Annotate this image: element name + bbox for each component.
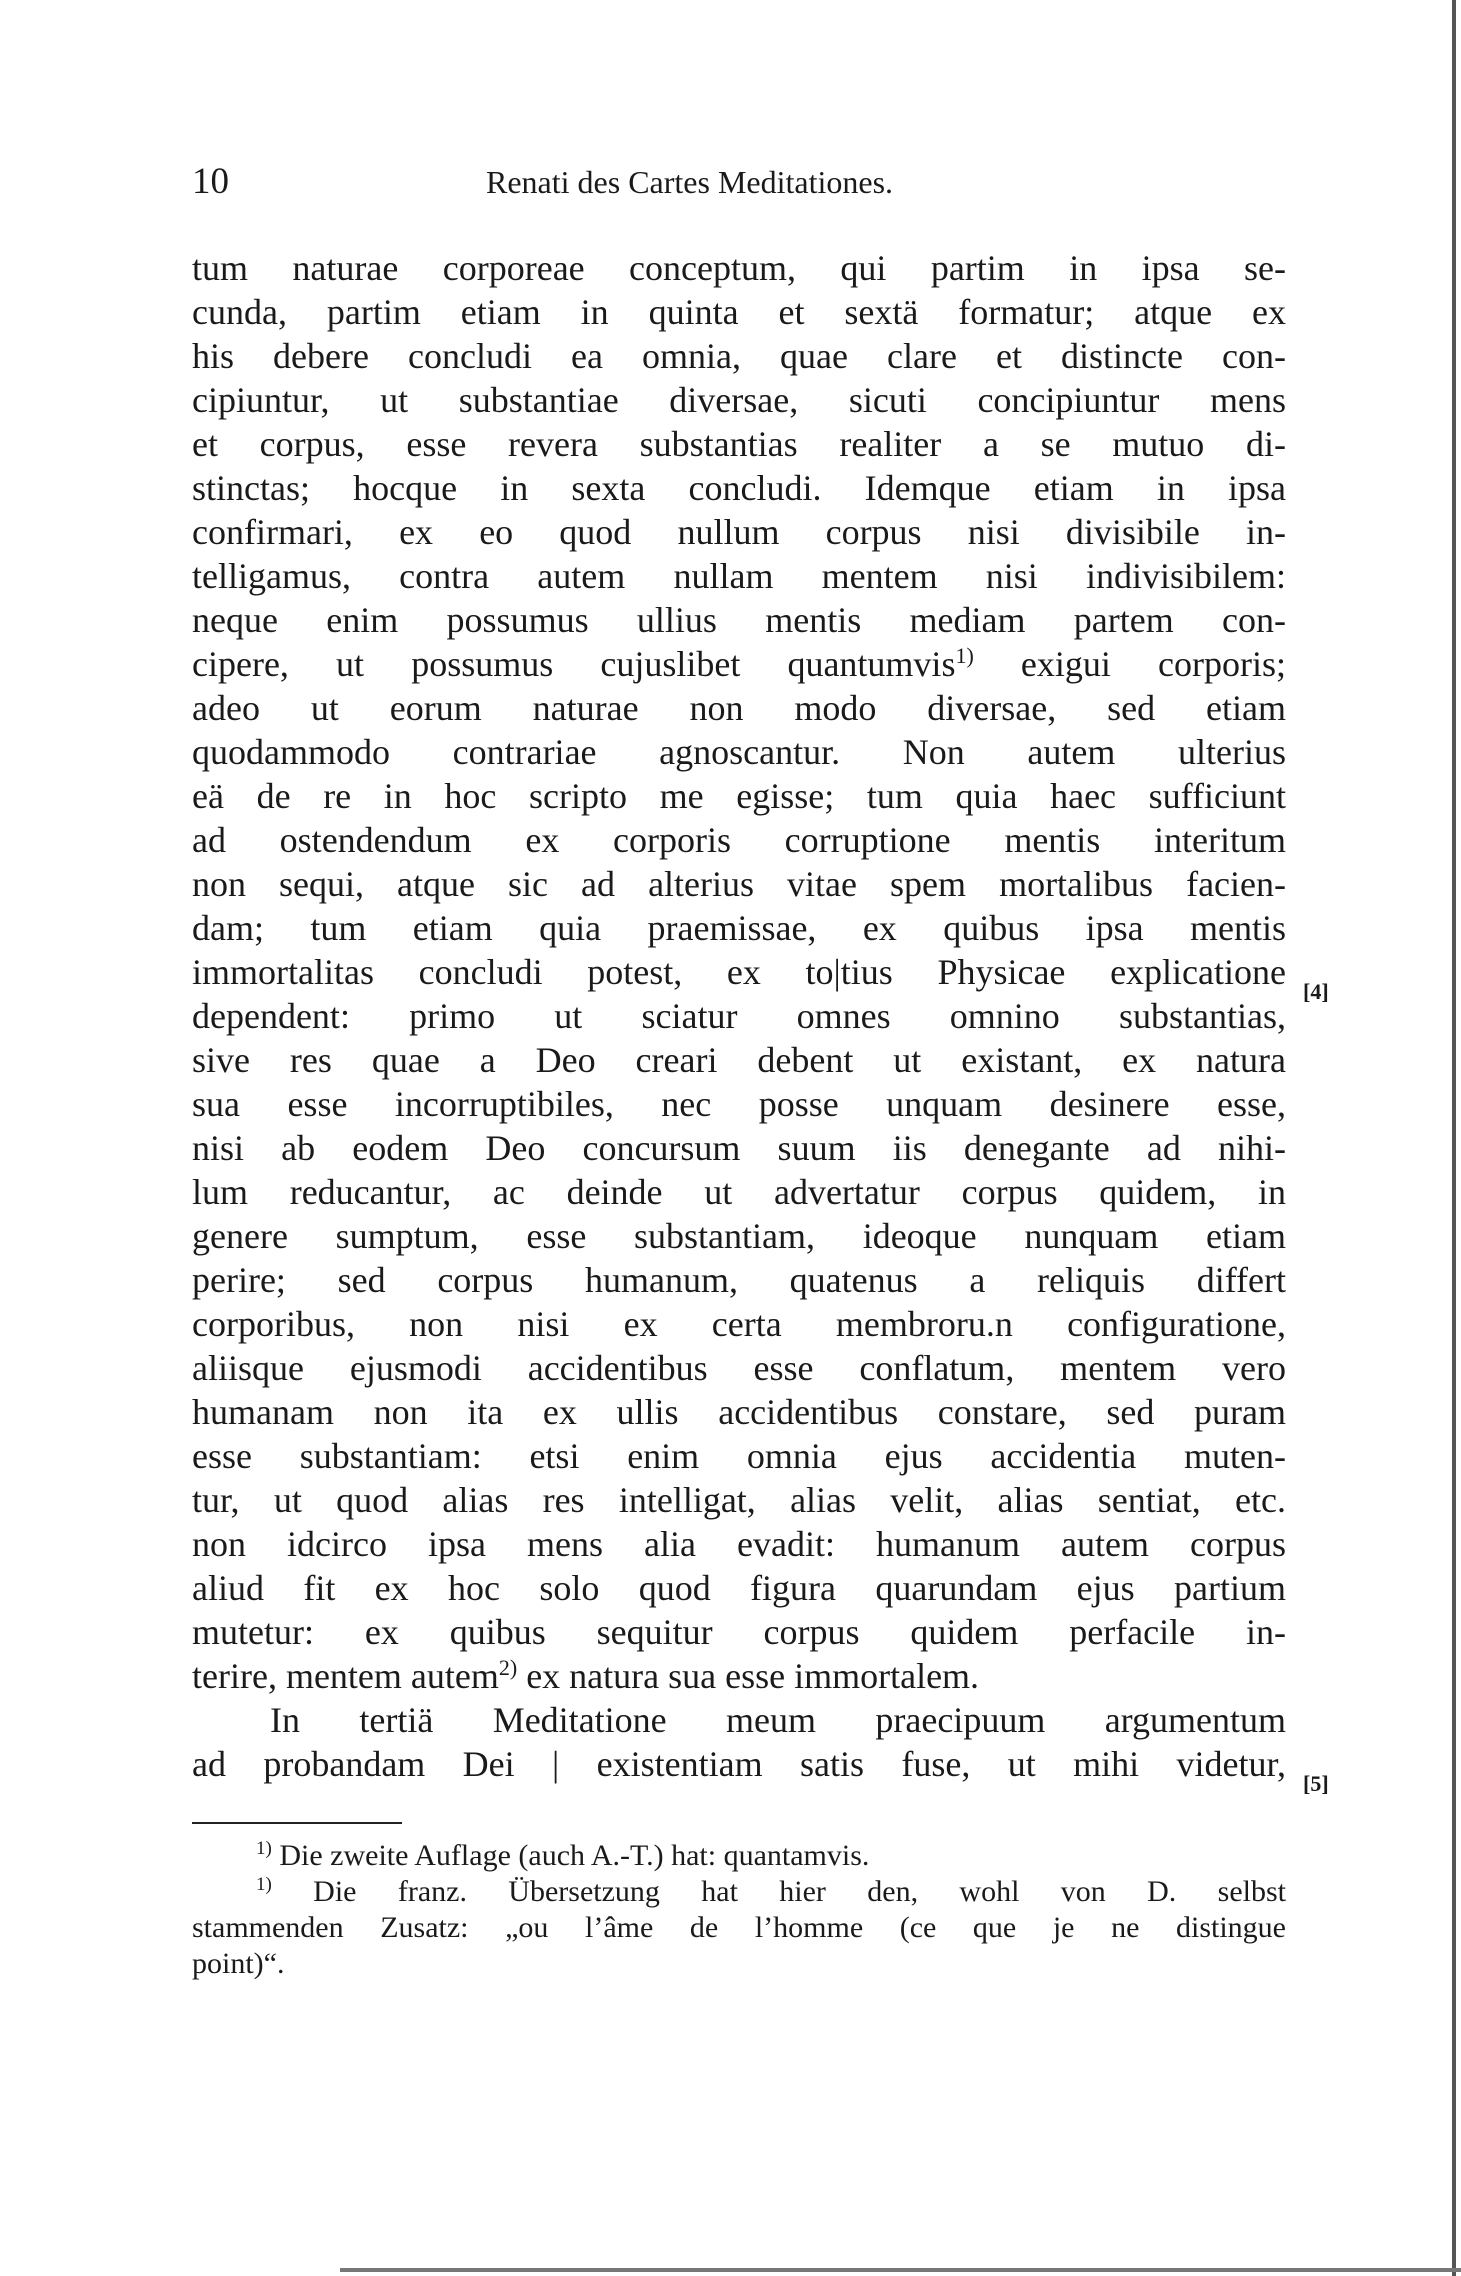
text-line: dam; tum etiam quia praemissae, ex quibus ipsa mentis	[192, 908, 1286, 948]
footnotes	[192, 1838, 1286, 1982]
text-line: non sequi, atque sic ad alterius vitae spem mortalibus facien-	[192, 864, 1286, 904]
page-number: 10	[192, 161, 229, 202]
text-line: adeo ut eorum naturae non modo diversae, sed etiam	[192, 688, 1286, 728]
body-text	[192, 246, 1286, 1786]
text-line: telligamus, contra autem nullam mentem nisi indivisibilem:	[192, 556, 1286, 596]
footnote-2-line: point)“.	[192, 1947, 285, 1980]
margin-page-ref-4: [4]	[1303, 979, 1329, 1004]
footnote-1-text: Die zweite Auflage (auch A.-T.) hat: quantamvis.	[271, 1839, 870, 1872]
text-line: tum naturae corporeae conceptum, qui partim in ipsa se-	[192, 248, 1286, 288]
text-line: tur, ut quod alias res intelligat, alias velit, alias sentiat, etc.	[192, 1480, 1286, 1520]
text-line: eä de re in hoc scripto me egisse; tum quia haec sufficiunt	[192, 776, 1286, 816]
text-line: corporibus, non nisi ex certa membroru.n configuratione,	[192, 1304, 1286, 1344]
text-line-with-footnote-ref	[192, 642, 1286, 686]
text-line-paragraph-start: In tertiä Meditatione meum praecipuum argumentum	[270, 1700, 1286, 1740]
text-line: et corpus, esse revera substantias realiter a se mutuo di-	[192, 424, 1286, 464]
footnote-1-marker: 1)	[256, 1838, 272, 1859]
text-line: immortalitas concludi potest, ex to|tius Physicae explicatione	[192, 952, 1286, 992]
footnote-2	[192, 1874, 1286, 1910]
footnote-ref-2: 2)	[498, 1655, 518, 1680]
line-text: terire, mentem autem	[192, 1656, 499, 1696]
footnote-1	[192, 1838, 1286, 1874]
text-line: cunda, partim etiam in quinta et sextä formatur; atque ex	[192, 292, 1286, 332]
text-line: ad probandam Dei | existentiam satis fuse, ut mihi videtur,	[192, 1744, 1286, 1784]
text-line: quodammodo contrariae agnoscantur. Non autem ulterius	[192, 732, 1286, 772]
text-line: esse substantiam: etsi enim omnia ejus accidentia muten-	[192, 1436, 1286, 1476]
line-text: cipere, ut possumus cujuslibet quantumvis	[192, 644, 956, 684]
margin-page-ref-5: [5]	[1303, 1771, 1329, 1796]
line-text-continued: ex natura sua esse immortalem.	[517, 1656, 980, 1696]
text-line: aliisque ejusmodi accidentibus esse conflatum, mentem vero	[192, 1348, 1286, 1388]
page-edge-line	[1452, 0, 1456, 2276]
text-line: aliud fit ex hoc solo quod figura quarundam ejus partium	[192, 1568, 1286, 1608]
footnote-ref-1: 1)	[955, 643, 974, 668]
text-line: nisi ab eodem Deo concursum suum iis denegante ad nihi-	[192, 1128, 1286, 1168]
footnote-separator	[192, 1822, 402, 1824]
text-line: non idcirco ipsa mens alia evadit: humanum autem corpus	[192, 1524, 1286, 1564]
running-title: Renati des Cartes Meditationes.	[486, 164, 894, 200]
text-line: perire; sed corpus humanum, quatenus a reliquis differt	[192, 1260, 1286, 1300]
text-line: ad ostendendum ex corporis corruptione mentis interitum	[192, 820, 1286, 860]
text-line: humanam non ita ex ullis accidentibus constare, sed puram	[192, 1392, 1286, 1432]
footnote-2-text: Die franz. Übersetzung hat hier den, wohl von D. selbst	[271, 1875, 1286, 1908]
text-line: cipiuntur, ut substantiae diversae, sicuti concipiuntur mens	[192, 380, 1286, 420]
text-line: his debere concludi ea omnia, quae clare et distincte con-	[192, 336, 1286, 376]
text-line: sua esse incorruptibiles, nec posse unquam desinere esse,	[192, 1084, 1286, 1124]
page-bottom-edge	[340, 2268, 1461, 2272]
text-line-with-footnote-ref	[192, 1654, 1286, 1698]
footnote-2-marker: 1)	[256, 1874, 272, 1895]
text-line: neque enim possumus ullius mentis mediam partem con-	[192, 600, 1286, 640]
line-text-continued: exigui corporis;	[973, 644, 1286, 684]
text-line: stinctas; hocque in sexta concludi. Idemque etiam in ipsa	[192, 468, 1286, 508]
text-line: mutetur: ex quibus sequitur corpus quidem perfacile in-	[192, 1612, 1286, 1652]
text-line: lum reducantur, ac deinde ut advertatur corpus quidem, in	[192, 1172, 1286, 1212]
text-line: genere sumptum, esse substantiam, ideoque nunquam etiam	[192, 1216, 1286, 1256]
text-line: confirmari, ex eo quod nullum corpus nisi divisibile in-	[192, 512, 1286, 552]
footnote-2-line: stammenden Zusatz: „ou l’âme de l’homme (ce que je ne distingue	[192, 1911, 1286, 1944]
text-line: dependent: primo ut sciatur omnes omnino substantias,	[192, 996, 1286, 1036]
text-line: sive res quae a Deo creari debent ut existant, ex natura	[192, 1040, 1286, 1080]
